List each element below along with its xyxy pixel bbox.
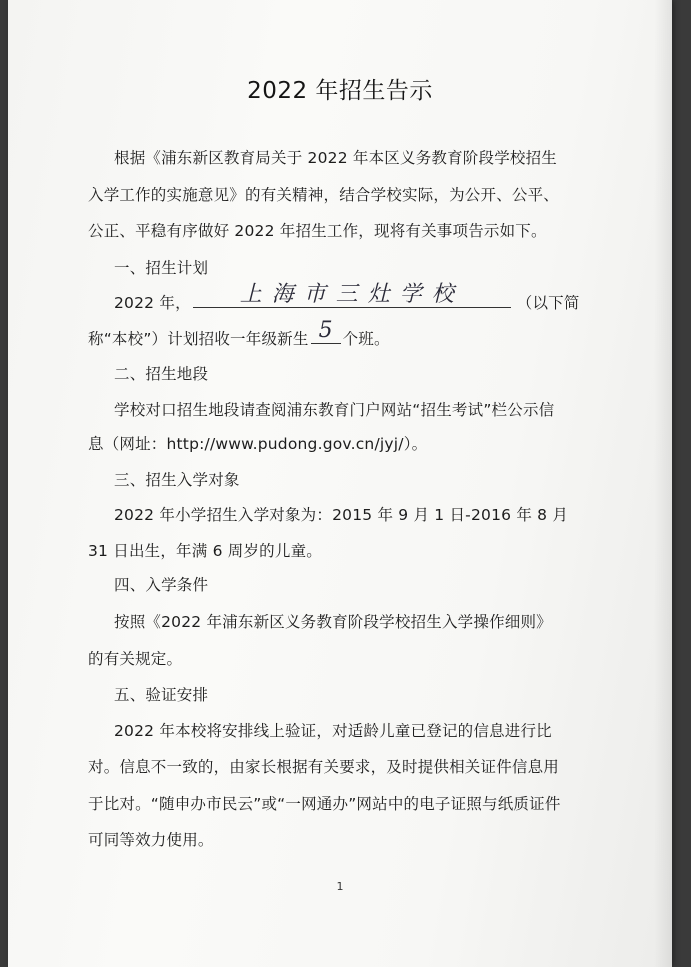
target-line-1: 2022 年小学招生入学对象为：2015 年 9 月 1 日-2016 年 8 月 [114,506,569,524]
section-5-heading: 五、验证安排 [114,686,209,704]
zone-line-2: 息（网址：http://www.pudong.gov.cn/jyj/）。 [88,435,428,453]
zone-line-1: 学校对口招生地段请查阅浦东教育门户网站“招生考试”栏公示信 [114,401,555,419]
plan-grade-text: 称“本校”）计划招收一年级新生 [88,330,309,348]
class-count-blank [311,318,341,344]
intro-line-2: 入学工作的实施意见》的有关精神，结合学校实际，为公开、公平、 [88,186,560,204]
section-1-heading: 一、招生计划 [114,259,209,277]
class-count-handwritten: 5 [318,318,333,343]
document-title: 2022 年招生告示 [247,78,433,104]
verify-line-1: 2022 年本校将安排线上验证，对适龄儿童已登记的信息进行比 [114,722,552,740]
section-2-heading: 二、招生地段 [114,365,209,383]
school-name-handwritten: 上海市三灶学校 [239,282,464,307]
enrollment-plan-line-1 [114,282,580,313]
verify-line-3: 于比对。“随申办市民云”或“一网通办”网站中的电子证照与纸质证件 [88,795,561,813]
plan-abbrev-text: （以下简 [516,294,580,312]
plan-class-unit-text: 个班。 [342,330,390,348]
intro-line-1: 根据《浦东新区教育局关于 2022 年本区义务教育阶段学校招生 [114,149,558,167]
page-number: 1 [336,880,344,893]
intro-line-3: 公正、平稳有序做好 2022 年招生工作，现将有关事项告示如下。 [88,222,547,240]
plan-year-text: 2022 年， [114,294,191,312]
enrollment-plan-line-2 [88,318,390,349]
condition-line-1: 按照《2022 年浦东新区义务教育阶段学校招生入学操作细则》 [114,613,552,631]
verify-line-2: 对。信息不一致的，由家长根据有关要求，及时提供相关证件信息用 [88,758,560,776]
section-4-heading: 四、入学条件 [114,576,209,594]
target-line-2: 31 日出生，年满 6 周岁的儿童。 [88,542,322,560]
section-3-heading: 三、招生入学对象 [114,471,240,489]
page-edge-shadow [654,0,672,967]
verify-line-4: 可同等效力使用。 [88,831,214,849]
condition-line-2: 的有关规定。 [88,650,183,668]
document-page [8,0,672,967]
school-name-blank [193,282,511,308]
